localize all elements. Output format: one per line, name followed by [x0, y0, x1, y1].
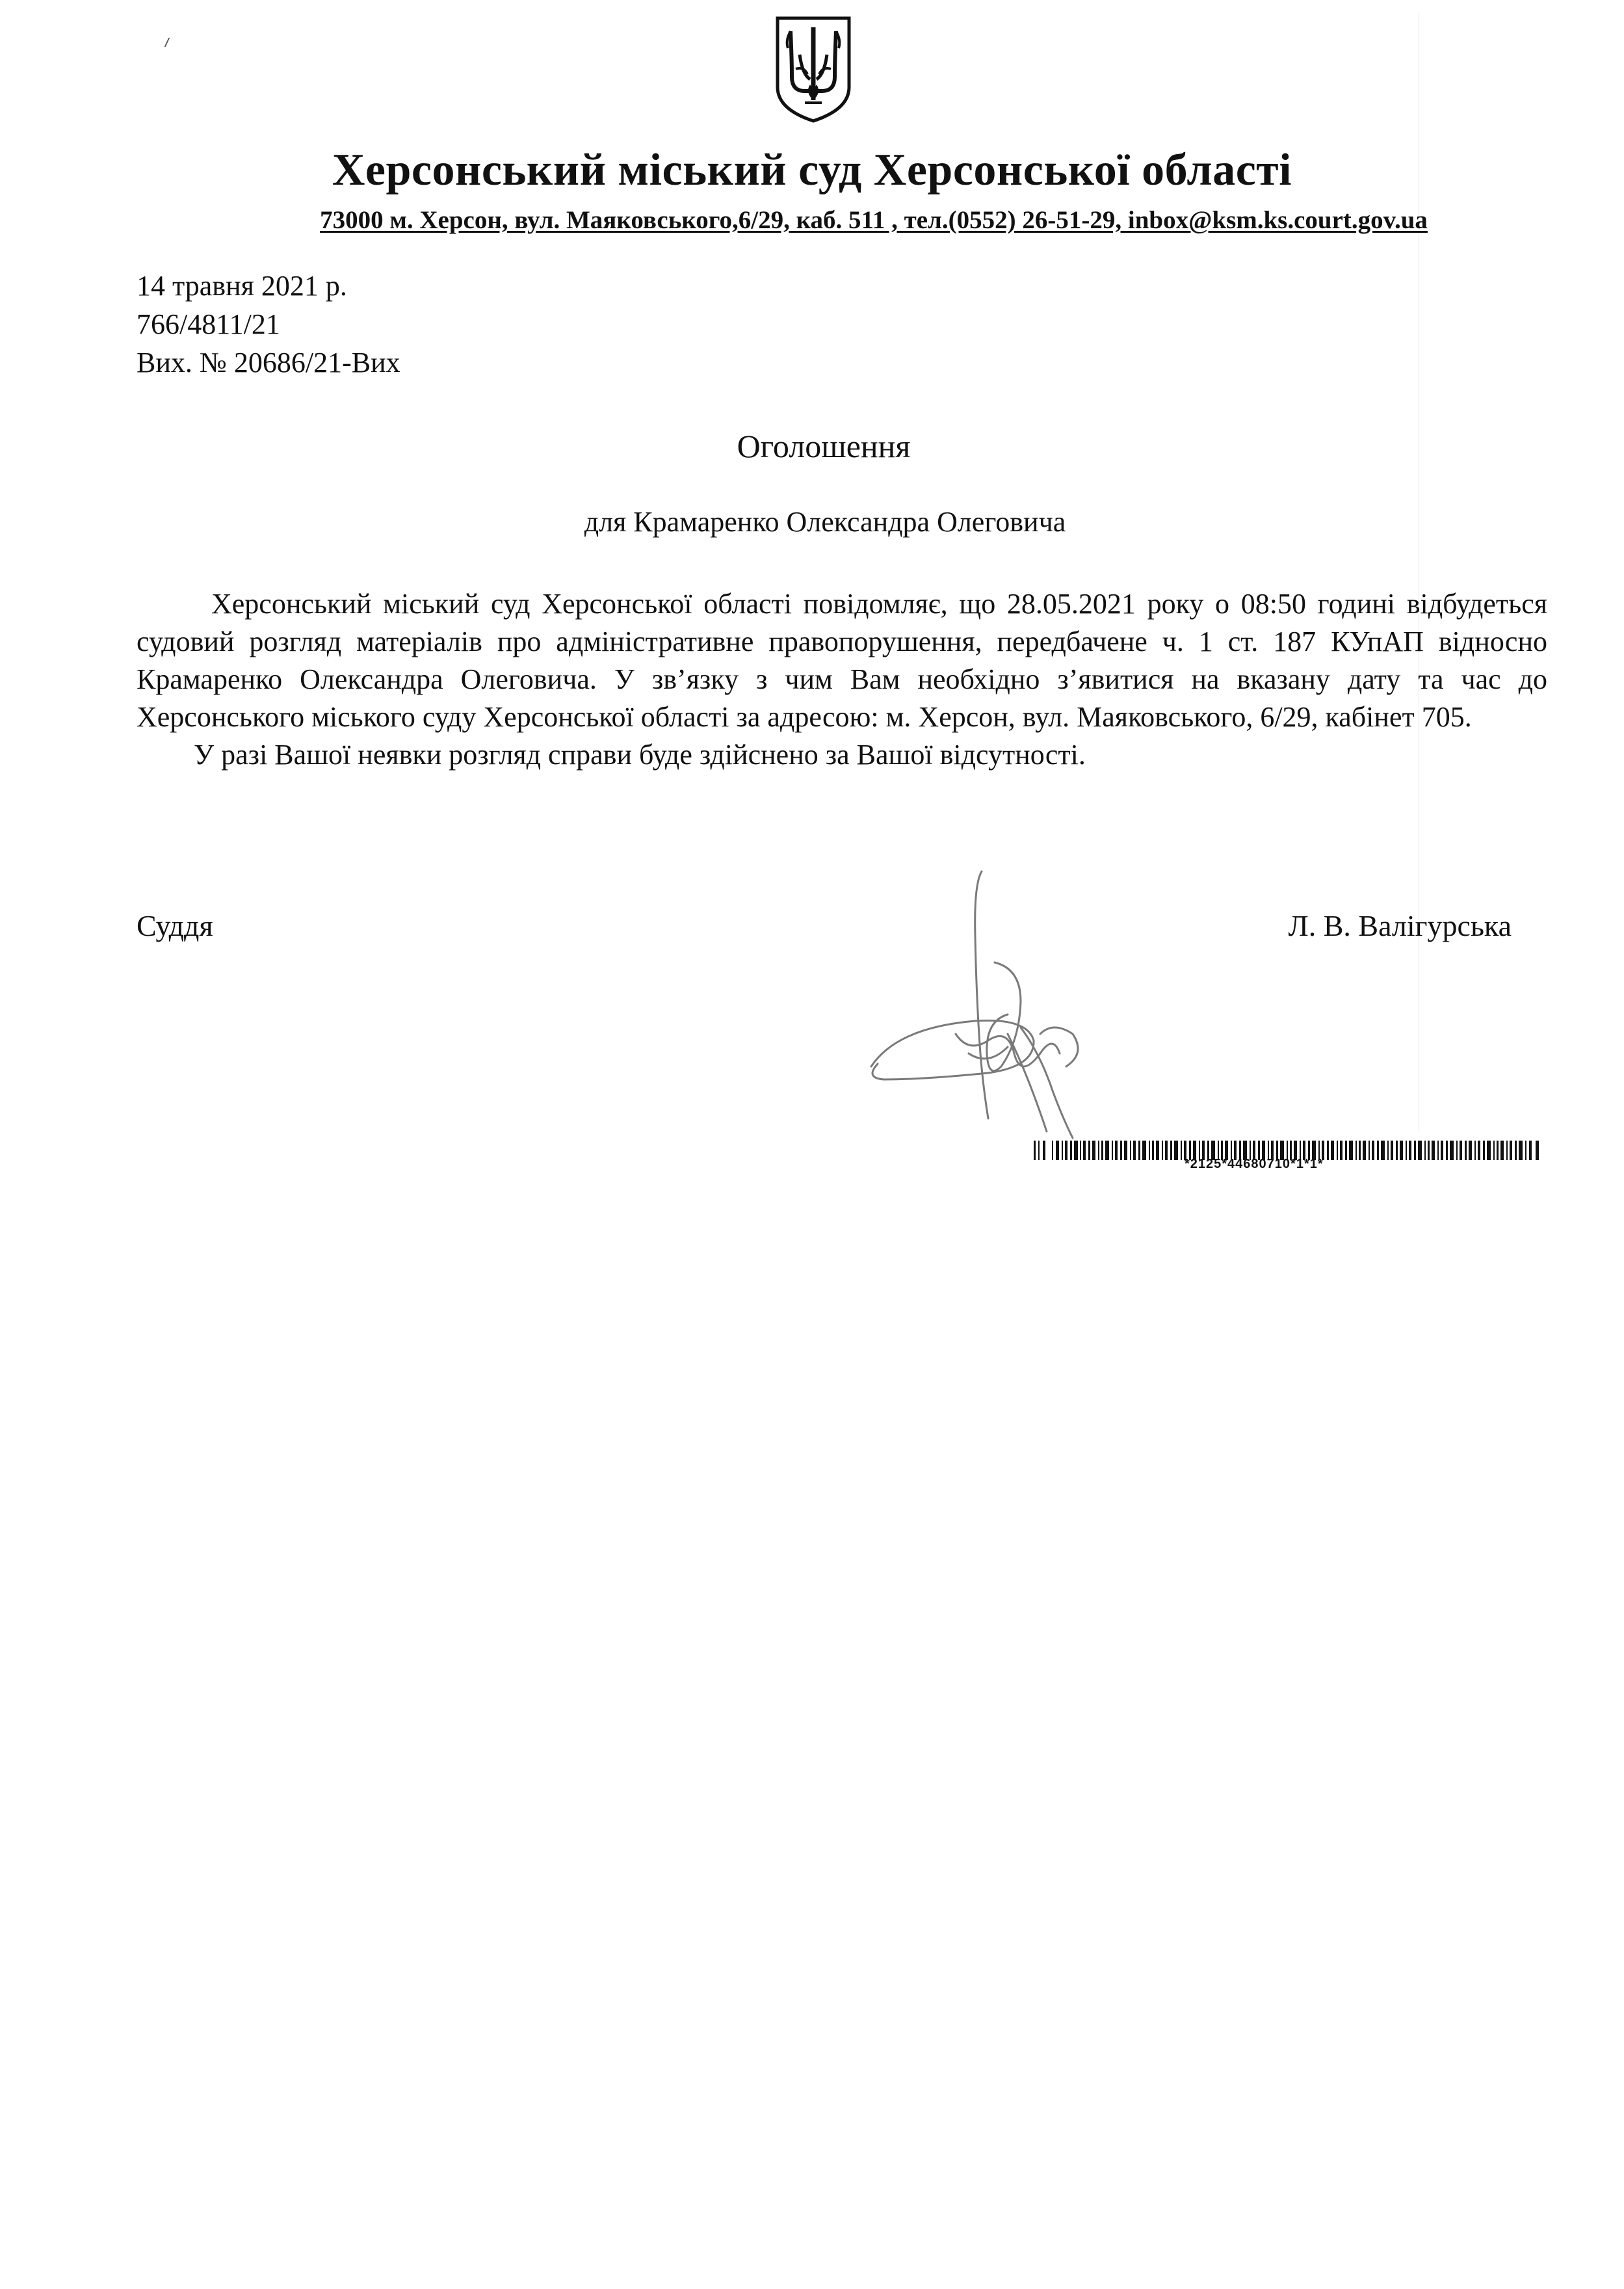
handwritten-signature-icon — [858, 858, 1118, 1144]
court-address-line: 73000 м. Херсон, вул. Маяковського,6/29, каб. 511 , тел.(0552) 26-51-29, inbox@ksm.ks.court.gov.ua — [320, 206, 1428, 234]
notice-paragraph-1: Херсонський міський суд Херсонської області повідомляє, що 28.05.2021 року о 08:50 годині відбудеться судовий розгляд матеріалів про адміністративне правопорушення, передбачене ч. 1 ст. 187 КУпАП відносно Крамаренко Олександра Олеговича. У зв’язку з чим Вам необхідно з’явитися на вказану дату та час до Херсонського міського суду Херсонської області за адресою: м. Херсон, вул. Маяковського, 6/29, кабінет 705. — [137, 588, 1547, 733]
document-title: Оголошення — [737, 428, 911, 464]
signer-role: Суддя — [137, 909, 213, 942]
outgoing-number: Вих. № 20686/21-Вих — [137, 347, 400, 378]
document-date: 14 травня 2021 р. — [137, 270, 347, 302]
notice-paragraph-2: У разі Вашої неявки розгляд справи буде здійснено за Вашої відсутності. — [194, 739, 1086, 771]
scan-artifact — [164, 38, 174, 47]
trident-coat-of-arms-icon — [772, 14, 854, 124]
signer-name: Л. В. Валігурська — [1288, 909, 1512, 942]
document-meta — [137, 267, 400, 382]
barcode-number: *2125*44680710*1*1* — [1185, 1157, 1324, 1171]
addressee-line: для Крамаренко Олександра Олеговича — [584, 506, 1066, 538]
case-number: 766/4811/21 — [137, 308, 280, 340]
notice-body — [137, 585, 1547, 774]
court-name-heading: Херсонський міський суд Херсонської області — [332, 145, 1292, 195]
